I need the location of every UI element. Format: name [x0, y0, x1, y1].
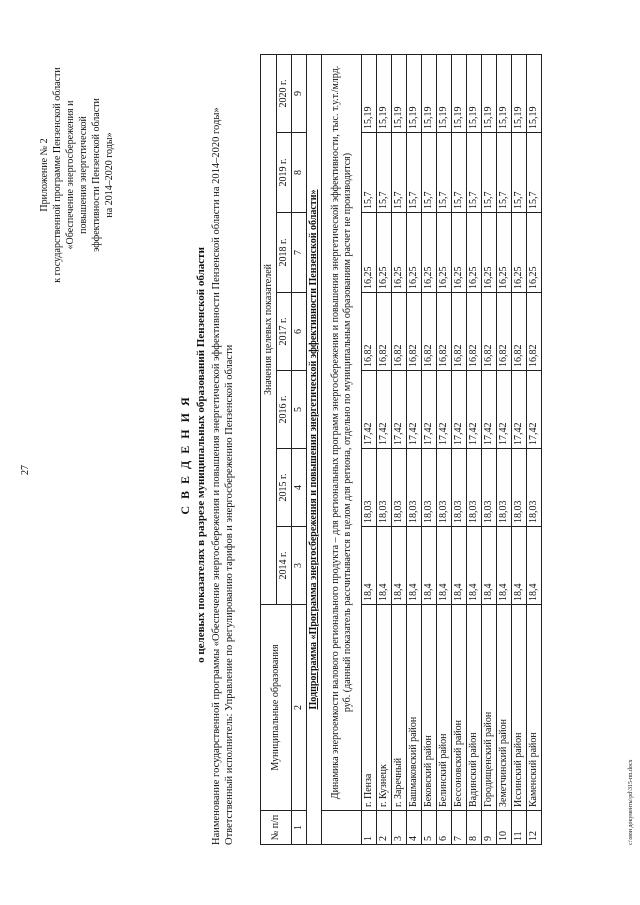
- indicators-table: [260, 54, 542, 845]
- indicator-value: 16,82: [407, 293, 422, 371]
- municipality-name: Каменский район: [527, 605, 542, 811]
- municipality-name: Городищенский район: [482, 605, 497, 811]
- indicator-value: 17,42: [497, 371, 512, 449]
- indicator-value: 18,03: [512, 449, 527, 527]
- indicator-value: 18,4: [422, 527, 437, 605]
- indicator-num-cell: [322, 811, 362, 845]
- indicator-value: 17,42: [467, 371, 482, 449]
- table-row: [452, 54, 467, 844]
- table-row: [512, 54, 527, 844]
- indicator-value: 15,7: [527, 133, 542, 213]
- appendix-note: [38, 45, 116, 305]
- header-values-group: Значения целевых показателей: [261, 54, 277, 604]
- title-heading: С В Е Д Е Н И Я: [178, 395, 192, 515]
- indicator-value: 18,03: [422, 449, 437, 527]
- indicator-value: 15,19: [377, 54, 392, 132]
- program-meta: [210, 55, 236, 845]
- indicator-value: 15,7: [452, 133, 467, 213]
- table-row: [467, 54, 482, 844]
- indicator-value: 15,19: [467, 54, 482, 132]
- indicator-value: 18,03: [392, 449, 407, 527]
- column-number: 6: [292, 293, 307, 371]
- title-subheading: о целевых показателях в разрезе муниципальных образований Пензенской области: [195, 247, 207, 663]
- indicator-value: 17,42: [512, 371, 527, 449]
- indicator-value: 15,19: [482, 54, 497, 132]
- indicator-value: 16,25: [377, 213, 392, 293]
- indicator-value: 15,19: [392, 54, 407, 132]
- table-row: [407, 54, 422, 844]
- indicator-value: 18,03: [497, 449, 512, 527]
- header-year: 2014 г.: [277, 527, 292, 605]
- table-row: [377, 54, 392, 844]
- indicator-value: 15,19: [407, 54, 422, 132]
- column-number: 4: [292, 449, 307, 527]
- indicator-value: 18,4: [467, 527, 482, 605]
- indicator-value: 16,82: [482, 293, 497, 371]
- indicator-value: 18,4: [497, 527, 512, 605]
- page-number: 27: [20, 465, 31, 475]
- indicator-value: 18,4: [482, 527, 497, 605]
- indicator-value: 18,4: [527, 527, 542, 605]
- indicator-value: 15,7: [362, 133, 377, 213]
- appendix-line: повышения энергетической: [78, 116, 89, 234]
- appendix-line: эффективности Пензенской области: [91, 98, 102, 252]
- indicator-value: 18,4: [437, 527, 452, 605]
- row-number: 3: [392, 811, 407, 845]
- header-municipality: Муниципальные образования: [261, 605, 292, 811]
- indicator-value: 15,19: [362, 54, 377, 132]
- column-number: 9: [292, 54, 307, 132]
- municipality-name: г. Пенза: [362, 605, 377, 811]
- row-number: 2: [377, 811, 392, 845]
- indicator-value: 16,25: [467, 213, 482, 293]
- table-row: [362, 54, 377, 844]
- indicator-value: 16,82: [527, 293, 542, 371]
- indicator-value: 16,25: [452, 213, 467, 293]
- indicator-value: 18,03: [407, 449, 422, 527]
- appendix-line: Приложение № 2: [39, 138, 50, 212]
- table-row: [482, 54, 497, 844]
- indicator-value: 15,7: [467, 133, 482, 213]
- indicator-value: 16,82: [377, 293, 392, 371]
- indicator-value: 15,7: [512, 133, 527, 213]
- indicator-value: 17,42: [482, 371, 497, 449]
- indicator-value: 18,03: [467, 449, 482, 527]
- indicator-value: 15,19: [437, 54, 452, 132]
- indicator-value: 16,82: [512, 293, 527, 371]
- column-number: 8: [292, 133, 307, 213]
- indicator-value: 16,82: [362, 293, 377, 371]
- header-num: № п/п: [261, 811, 292, 845]
- row-number: 5: [422, 811, 437, 845]
- indicator-value: 16,82: [392, 293, 407, 371]
- header-year: 2015 г.: [277, 449, 292, 527]
- row-number: 10: [497, 811, 512, 845]
- table-row: [437, 54, 452, 844]
- municipality-name: Иссинский район: [512, 605, 527, 811]
- indicator-value: 17,42: [437, 371, 452, 449]
- indicator-value: 18,03: [437, 449, 452, 527]
- indicator-value: 18,4: [512, 527, 527, 605]
- column-number: 3: [292, 527, 307, 605]
- municipality-name: г. Кузнецк: [377, 605, 392, 811]
- indicator-value: 18,03: [377, 449, 392, 527]
- indicator-value: 18,03: [452, 449, 467, 527]
- header-year: 2018 г.: [277, 213, 292, 293]
- indicator-description: Динамика энергоемкости валового регионального продукта – для региональных программ энергосбережения и повышения энергетической эффективности, тыс. т.у.т./млрд. руб. (данный показатель рассчитывается в целом для региона, отдельно по муниципальным образованиям расчет не производится): [322, 54, 362, 810]
- indicator-value: 15,19: [527, 54, 542, 132]
- indicator-value: 17,42: [407, 371, 422, 449]
- responsible-executor: Ответственный исполнитель: Управление по регулированию тарифов и энергосбережению Пензенской области: [224, 344, 235, 845]
- header-year: 2017 г.: [277, 293, 292, 371]
- table-row: [422, 54, 437, 844]
- indicator-value: 17,42: [422, 371, 437, 449]
- municipality-name: Белинский район: [437, 605, 452, 811]
- indicator-value: 16,25: [437, 213, 452, 293]
- indicator-value: 15,7: [407, 133, 422, 213]
- file-path-footer: c:\мои документы\pd\315-пп.docx: [628, 759, 634, 845]
- row-number: 7: [452, 811, 467, 845]
- indicator-value: 17,42: [392, 371, 407, 449]
- indicator-value: 18,4: [407, 527, 422, 605]
- row-number: 4: [407, 811, 422, 845]
- municipality-name: г. Заречный: [392, 605, 407, 811]
- table-row: [497, 54, 512, 844]
- indicator-value: 16,25: [482, 213, 497, 293]
- row-number: 8: [467, 811, 482, 845]
- municipality-name: Бековский район: [422, 605, 437, 811]
- municipality-name: Вадинский район: [467, 605, 482, 811]
- column-number: 7: [292, 213, 307, 293]
- indicator-value: 17,42: [362, 371, 377, 449]
- column-number: 1: [292, 811, 307, 845]
- header-year: 2019 г.: [277, 133, 292, 213]
- indicator-value: 15,19: [512, 54, 527, 132]
- municipality-name: Башмаковский район: [407, 605, 422, 811]
- indicator-value: 16,25: [497, 213, 512, 293]
- document-title: [178, 125, 207, 785]
- indicator-value: 15,19: [422, 54, 437, 132]
- appendix-line: на 2014–2020 годы»: [104, 132, 115, 218]
- appendix-line: к государственной программе Пензенской области: [52, 67, 63, 283]
- indicator-value: 16,82: [422, 293, 437, 371]
- row-number: 11: [512, 811, 527, 845]
- indicator-value: 17,42: [377, 371, 392, 449]
- program-name: Наименование государственной программы «Обеспечение энергосбережения и повышения энергетической эффективности Пензенской области на 2014–2020 годы»: [211, 107, 222, 845]
- row-number: 1: [362, 811, 377, 845]
- table-row: [527, 54, 542, 844]
- indicator-value: 16,82: [497, 293, 512, 371]
- indicator-value: 18,03: [527, 449, 542, 527]
- indicator-value: 16,25: [422, 213, 437, 293]
- indicator-value: 18,4: [452, 527, 467, 605]
- indicator-value: 16,82: [467, 293, 482, 371]
- indicator-value: 16,25: [392, 213, 407, 293]
- indicator-value: 17,42: [527, 371, 542, 449]
- indicator-value: 15,19: [497, 54, 512, 132]
- row-number: 9: [482, 811, 497, 845]
- indicator-value: 17,42: [452, 371, 467, 449]
- header-year: 2016 г.: [277, 371, 292, 449]
- indicator-value: 15,7: [422, 133, 437, 213]
- indicator-value: 18,4: [377, 527, 392, 605]
- indicator-value: 18,03: [362, 449, 377, 527]
- indicator-value: 18,4: [362, 527, 377, 605]
- municipality-name: Бессоновский район: [452, 605, 467, 811]
- indicator-value: 15,7: [482, 133, 497, 213]
- row-number: 12: [527, 811, 542, 845]
- indicator-value: 15,19: [452, 54, 467, 132]
- indicator-value: 15,7: [497, 133, 512, 213]
- indicator-value: 16,82: [452, 293, 467, 371]
- indicator-value: 16,25: [362, 213, 377, 293]
- subprogram-title: Подпрограмма «Программа энергосбережения и повышения энергетической эффективности Пензенской области»: [307, 54, 322, 844]
- municipality-name: Земетчинский район: [497, 605, 512, 811]
- table-row: [392, 54, 407, 844]
- indicator-value: 16,82: [437, 293, 452, 371]
- indicator-value: 15,7: [392, 133, 407, 213]
- header-year: 2020 г.: [277, 54, 292, 132]
- indicator-value: 15,7: [437, 133, 452, 213]
- appendix-line: «Обеспечение энергосбережения и: [65, 100, 76, 250]
- indicator-value: 16,25: [512, 213, 527, 293]
- indicator-value: 16,25: [527, 213, 542, 293]
- column-number: 2: [292, 605, 307, 811]
- indicator-value: 18,4: [392, 527, 407, 605]
- column-number: 5: [292, 371, 307, 449]
- row-number: 6: [437, 811, 452, 845]
- indicator-value: 16,25: [407, 213, 422, 293]
- indicator-value: 18,03: [482, 449, 497, 527]
- indicator-value: 15,7: [377, 133, 392, 213]
